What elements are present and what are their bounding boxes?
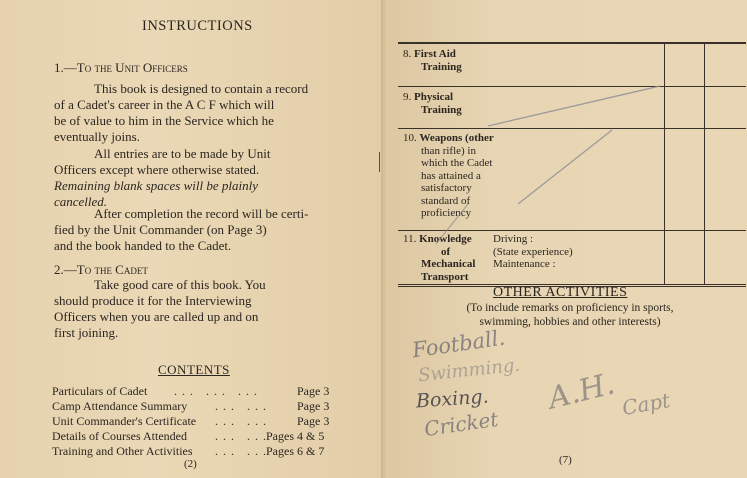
contents-page: Page 3 — [297, 414, 330, 428]
training-table — [398, 42, 746, 287]
section1-heading: 1.—To the Unit Officers — [54, 60, 188, 75]
text-line: fied by the Unit Commander (on Page 3) — [54, 222, 267, 237]
section1-paragraph3 — [54, 206, 336, 254]
text-line: and the book handed to the Cadet. — [54, 238, 232, 253]
contents-heading: CONTENTS — [158, 362, 230, 377]
other-activities-heading: OTHER ACTIVITIES — [493, 285, 628, 300]
text-line: All entries are to be made by Unit — [94, 146, 271, 161]
row-number: 9. — [403, 91, 412, 103]
text-line: be of value to him in the Service which he — [54, 113, 274, 128]
staple-mark — [379, 152, 380, 172]
contents-page: Pages 4 & 5 — [266, 429, 325, 443]
sub-item: Maintenance : — [493, 258, 556, 270]
page-number-right: (7) — [559, 454, 572, 466]
row-number: 10. — [403, 132, 417, 144]
row-number: 11. — [403, 233, 417, 245]
text-line: should produce it for the Interviewing — [54, 293, 252, 308]
row-title: Weapons (other — [419, 132, 494, 144]
handwritten-swimming: Swimming. — [417, 354, 522, 387]
row-title: than rifle) in — [421, 144, 476, 157]
text-line: swimming, hobbies and other interests) — [479, 316, 661, 328]
text-line: Take good care of this book. You — [94, 277, 266, 292]
text-line: (To include remarks on proficiency in sports, — [466, 302, 674, 314]
text-line: Officers when you are called up and on — [54, 309, 259, 324]
contents-page: Page 3 — [297, 384, 330, 398]
sub-item: Driving : — [493, 233, 534, 245]
row-title: satisfactory — [421, 182, 472, 194]
sub-item: (State experience) — [493, 245, 573, 258]
handwritten-signature: A.H. — [544, 366, 619, 417]
section2-paragraph — [54, 277, 336, 341]
contents-leader: ... ... ... — [174, 384, 262, 398]
contents-row — [52, 384, 352, 399]
contents-leader: ... ... — [215, 444, 271, 458]
handwritten-football: Football. — [410, 325, 507, 363]
row-title: Mechanical — [421, 258, 476, 270]
contents-row — [52, 429, 352, 444]
instructions-title: INSTRUCTIONS — [142, 18, 253, 34]
contents-label: Training and Other Activities — [52, 444, 193, 458]
row-title: which the Cadet — [421, 157, 493, 169]
contents-label: Details of Courses Attended — [52, 429, 187, 443]
contents-label: Camp Attendance Summary — [52, 399, 188, 413]
contents-page: Page 3 — [297, 399, 330, 413]
text-line: After completion the record will be certi- — [94, 206, 309, 221]
row-title: Physical — [414, 91, 454, 103]
contents-leader: ... ... — [215, 399, 271, 413]
contents-label: Particulars of Cadet — [52, 384, 148, 398]
row-title: of — [441, 245, 451, 258]
row-title: Training — [421, 103, 462, 116]
handwritten-rank: Capt — [620, 388, 672, 420]
text-line: Officers except where otherwise stated. — [54, 162, 260, 177]
contents-label: Unit Commander's Certificate — [52, 414, 197, 428]
section1-paragraph2 — [54, 146, 336, 210]
contents-row — [52, 414, 352, 429]
other-activities-subtitle — [400, 301, 740, 329]
row-title: Training — [421, 60, 462, 73]
text-line: Remaining blank spaces will be plainly — [54, 178, 258, 193]
contents-page: Pages 6 & 7 — [266, 444, 325, 458]
row-number: 8. — [403, 48, 412, 60]
handwritten-cricket: Cricket — [422, 406, 500, 442]
contents-row — [52, 444, 352, 459]
contents-leader: ... ... — [215, 414, 271, 428]
text-line: first joining. — [54, 325, 119, 340]
text-line: of a Cadet's career in the A C F which will — [54, 97, 275, 112]
page-number-left: (2) — [184, 458, 197, 470]
row-title: Knowledge — [419, 233, 472, 245]
handwritten-boxing: Boxing. — [415, 385, 490, 413]
section2-heading: 2.—To the Cadet — [54, 262, 148, 277]
row-title: proficiency — [421, 207, 472, 219]
contents-row — [52, 399, 352, 414]
contents-leader: ... ... — [215, 429, 271, 443]
cancellation-strokes — [398, 44, 746, 284]
row-title: has attained a — [421, 169, 481, 182]
section1-paragraph1 — [54, 81, 336, 145]
text-line: cancelled. — [54, 194, 108, 209]
text-line: This book is designed to contain a record — [94, 81, 309, 96]
row-title: Transport — [421, 270, 469, 283]
row-title: First Aid — [414, 48, 456, 60]
row-title: standard of — [421, 194, 471, 207]
text-line: eventually joins. — [54, 129, 140, 144]
